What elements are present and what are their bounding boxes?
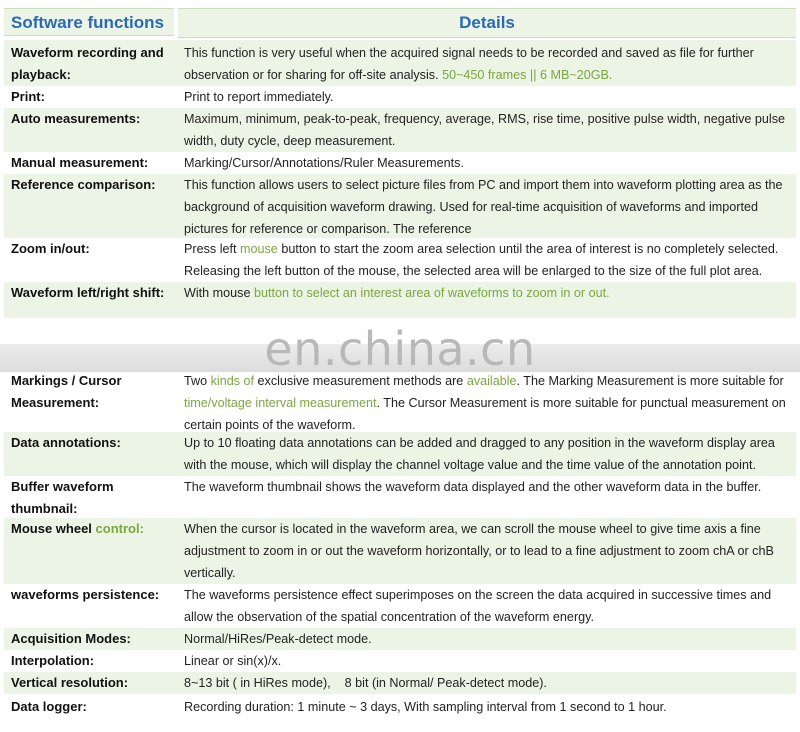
row-detail: Recording duration: 1 minute ~ 3 days, With sampling interval from 1 second to 1 hour. <box>184 700 667 714</box>
row-detail: Maximum, minimum, peak-to-peak, frequency, average, RMS, rise time, positive pulse width, negative pulse width, duty cycle, deep measurement. <box>184 112 786 148</box>
row-detail: Up to 10 floating data annotations can be added and dragged to any position in the waveform display area with the mouse, which will display the channel voltage value and the time value of the annotation point. <box>184 436 775 472</box>
row-label: Waveform left/right shift: <box>11 285 165 300</box>
row-detail: This function is very useful when the acquired signal needs to be recorded and saved as file for further observation or for sharing for off-site analysis. 50~450 frames || 6 MB~20GB. <box>184 46 754 82</box>
row-detail: Marking/Cursor/Annotations/Ruler Measurements. <box>184 156 464 170</box>
row-label: Auto measurements: <box>11 111 141 126</box>
row-detail: Linear or sin(x)/x. <box>184 654 282 668</box>
row-detail: With mouse button to select an interest area of waveforms to zoom in or out. <box>184 286 610 300</box>
row-label: Vertical resolution: <box>11 675 129 690</box>
row-detail: 8~13 bit ( in HiRes mode), 8 bit (in Normal/ Peak-detect mode). <box>184 676 547 690</box>
row-detail: Two kinds of exclusive measurement methods are available. The Marking Measurement is more suitable for time/voltage interval measurement. The Cursor Measurement is more suitable for punctual measurement on certain points of the waveform. <box>184 374 786 432</box>
table-row <box>4 518 796 584</box>
row-detail: When the cursor is located in the waveform area, we can scroll the mouse wheel to give time axis a fine adjustment to zoom in or out the waveform horizontally, or to lead to a fine adjustment to zoom chA or chB vertically. <box>184 522 774 580</box>
table-row <box>4 86 796 108</box>
table-row <box>4 650 796 672</box>
row-label: Waveform recording and playback: <box>11 45 164 82</box>
table-row <box>4 238 796 282</box>
table-header <box>0 8 800 36</box>
table-row <box>4 628 796 650</box>
row-label: Acquisition Modes: <box>11 631 131 646</box>
row-label: Mouse wheel control: <box>11 521 144 536</box>
row-detail: Print to report immediately. <box>184 90 334 104</box>
row-label: Manual measurement: <box>11 155 149 170</box>
row-label: Data logger: <box>11 699 87 714</box>
row-label: Buffer waveform thumbnail: <box>11 479 114 516</box>
table-row <box>4 282 796 322</box>
row-detail: The waveform thumbnail shows the waveform data displayed and the other waveform data in the buffer. <box>184 480 762 494</box>
row-detail: This function allows users to select picture files from PC and import them into waveform plotting area as the background of acquisition waveform drawing. Used for real-time acquisition of waveforms and imported pictures for reference or comparison. The reference <box>184 178 783 236</box>
table-row <box>4 694 796 720</box>
table-row <box>4 152 796 174</box>
table-row <box>4 108 796 152</box>
table-row <box>4 584 796 628</box>
row-label: Zoom in/out: <box>11 241 90 256</box>
row-detail: The waveforms persistence effect superimposes on the screen the data acquired in successive times and allow the observation of the spatial concentration of the waveform energy. <box>184 588 772 624</box>
table-row <box>4 476 796 518</box>
row-detail: Normal/HiRes/Peak-detect mode. <box>184 632 372 646</box>
table-row <box>4 174 796 238</box>
row-label: Interpolation: <box>11 653 95 668</box>
table-row <box>4 40 796 86</box>
row-detail: Press left mouse button to start the zoom area selection until the area of interest is no completely selected. Releasing the left button of the mouse, the selected area will be enlarged to the size of the full plot area. <box>184 242 779 278</box>
watermark-text: en.china.cn <box>264 322 536 376</box>
table-row <box>4 672 796 694</box>
row-label: Markings / Cursor Measurement: <box>11 373 122 410</box>
table-row <box>4 370 796 432</box>
row-label: Reference comparison: <box>11 177 156 192</box>
header-details: Details <box>178 8 796 38</box>
row-label: Data annotations: <box>11 435 121 450</box>
row-label: Print: <box>11 89 45 104</box>
header-software-functions: Software functions <box>4 8 174 36</box>
row-label: waveforms persistence: <box>11 587 160 602</box>
table-row <box>4 432 796 476</box>
